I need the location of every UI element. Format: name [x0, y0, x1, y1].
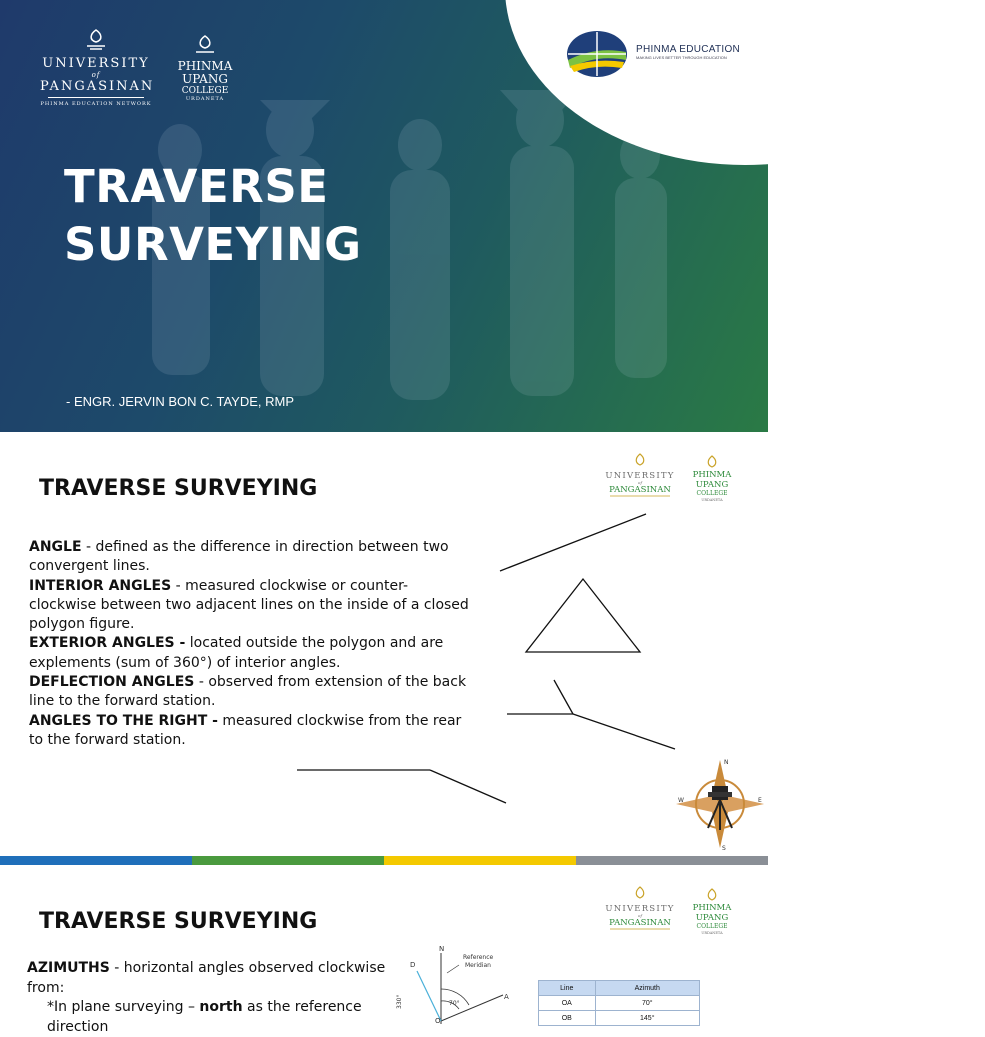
azimuth-diagram — [385, 943, 525, 1024]
color-stripe-divider — [0, 856, 768, 865]
svg-text:70°: 70° — [449, 1000, 460, 1007]
svg-text:URDANETA: URDANETA — [701, 931, 723, 935]
table-header: Line — [539, 981, 596, 996]
svg-text:COLLEGE: COLLEGE — [696, 490, 728, 497]
svg-text:UPANG: UPANG — [695, 913, 729, 923]
svg-text:W: W — [678, 797, 684, 804]
title-slide — [0, 0, 768, 432]
deflection-angle-diagram — [507, 680, 675, 749]
definition-angle: ANGLE - defined as the difference in direction between two convergent lines. — [29, 539, 449, 575]
svg-text:PANGASINAN: PANGASINAN — [609, 918, 671, 928]
svg-text:S: S — [722, 845, 726, 852]
azimuth-slide — [0, 865, 768, 1035]
slide-title: TRAVERSE SURVEYING — [39, 476, 318, 501]
svg-text:N: N — [724, 759, 729, 766]
phinma-education-wordmark: PHINMA EDUCATION MAKING LIVES BETTER THROUGH EDUCATION — [636, 44, 741, 60]
svg-text:O: O — [435, 1017, 441, 1025]
school-logos — [602, 885, 752, 941]
svg-text:A: A — [504, 993, 509, 1001]
university-of-pangasinan-logo: UNIVERSITY of PANGASINAN PHINMA EDUCATION NETWORK — [40, 28, 152, 107]
svg-text:URDANETA: URDANETA — [701, 498, 723, 502]
svg-text:UPANG: UPANG — [695, 480, 729, 490]
definition-exterior-angles: EXTERIOR ANGLES - located outside the polygon and are explements (sum of 360°) of interior angles. — [29, 635, 444, 671]
phinma-education-globe-icon — [566, 30, 628, 78]
svg-text:PHINMA: PHINMA — [692, 470, 732, 480]
svg-text:330°: 330° — [396, 994, 403, 1009]
triangle-polygon-diagram — [526, 579, 640, 652]
torch-emblem-icon — [81, 28, 111, 52]
definition-deflection-angles: DEFLECTION ANGLES - observed from extension of the back line to the forward station. — [29, 674, 467, 710]
torch-emblem-icon — [190, 34, 220, 56]
svg-text:N: N — [439, 945, 445, 953]
svg-text:COLLEGE: COLLEGE — [696, 923, 728, 930]
stripe-green — [192, 856, 384, 865]
convergent-line-diagram — [500, 514, 646, 571]
stripe-yellow — [384, 856, 576, 865]
angle-diagrams — [0, 432, 768, 866]
slide-title: TRAVERSE SURVEYING — [39, 909, 318, 934]
svg-text:of: of — [638, 913, 642, 918]
torch-emblem-icon — [636, 887, 716, 900]
svg-text:Meridian: Meridian — [465, 962, 491, 969]
svg-text:Reference: Reference — [463, 954, 494, 961]
svg-text:PANGASINAN: PANGASINAN — [609, 485, 671, 495]
stripe-blue — [0, 856, 192, 865]
svg-text:UNIVERSITY: UNIVERSITY — [605, 471, 675, 481]
phinma-upang-college-logo: PHINMA UPANG COLLEGE URDANETA — [168, 34, 242, 102]
table-header: Azimuth — [595, 981, 699, 996]
angle-to-right-diagram — [297, 770, 506, 803]
author-name: - ENGR. JERVIN BON C. TAYDE, RMP — [66, 394, 295, 409]
svg-text:E: E — [758, 797, 762, 804]
svg-text:UNIVERSITY: UNIVERSITY — [605, 904, 675, 914]
definitions-slide — [0, 432, 768, 866]
compass-surveying-instrument-icon — [672, 756, 768, 852]
svg-text:PHINMA: PHINMA — [692, 903, 732, 913]
azimuth-definition: AZIMUTHS - horizontal angles observed clockwise from: *In plane surveying – north as the reference direction — [27, 960, 386, 1035]
definition-angles-to-the-right: ANGLES TO THE RIGHT - measured clockwise from the rear to the forward station. — [29, 712, 462, 748]
table-row: OB 145° — [539, 1011, 700, 1026]
stripe-gray — [576, 856, 768, 865]
azimuth-table — [538, 980, 700, 1026]
table-row: OA 70° — [539, 996, 700, 1011]
presentation-title: TRAVERSE SURVEYING — [64, 160, 362, 271]
svg-text:of: of — [638, 480, 642, 485]
definition-interior-angles: INTERIOR ANGLES - measured clockwise or counter-clockwise between two adjacent lines on the inside of a closed polygon figure. — [29, 577, 469, 633]
svg-text:D: D — [410, 961, 416, 969]
